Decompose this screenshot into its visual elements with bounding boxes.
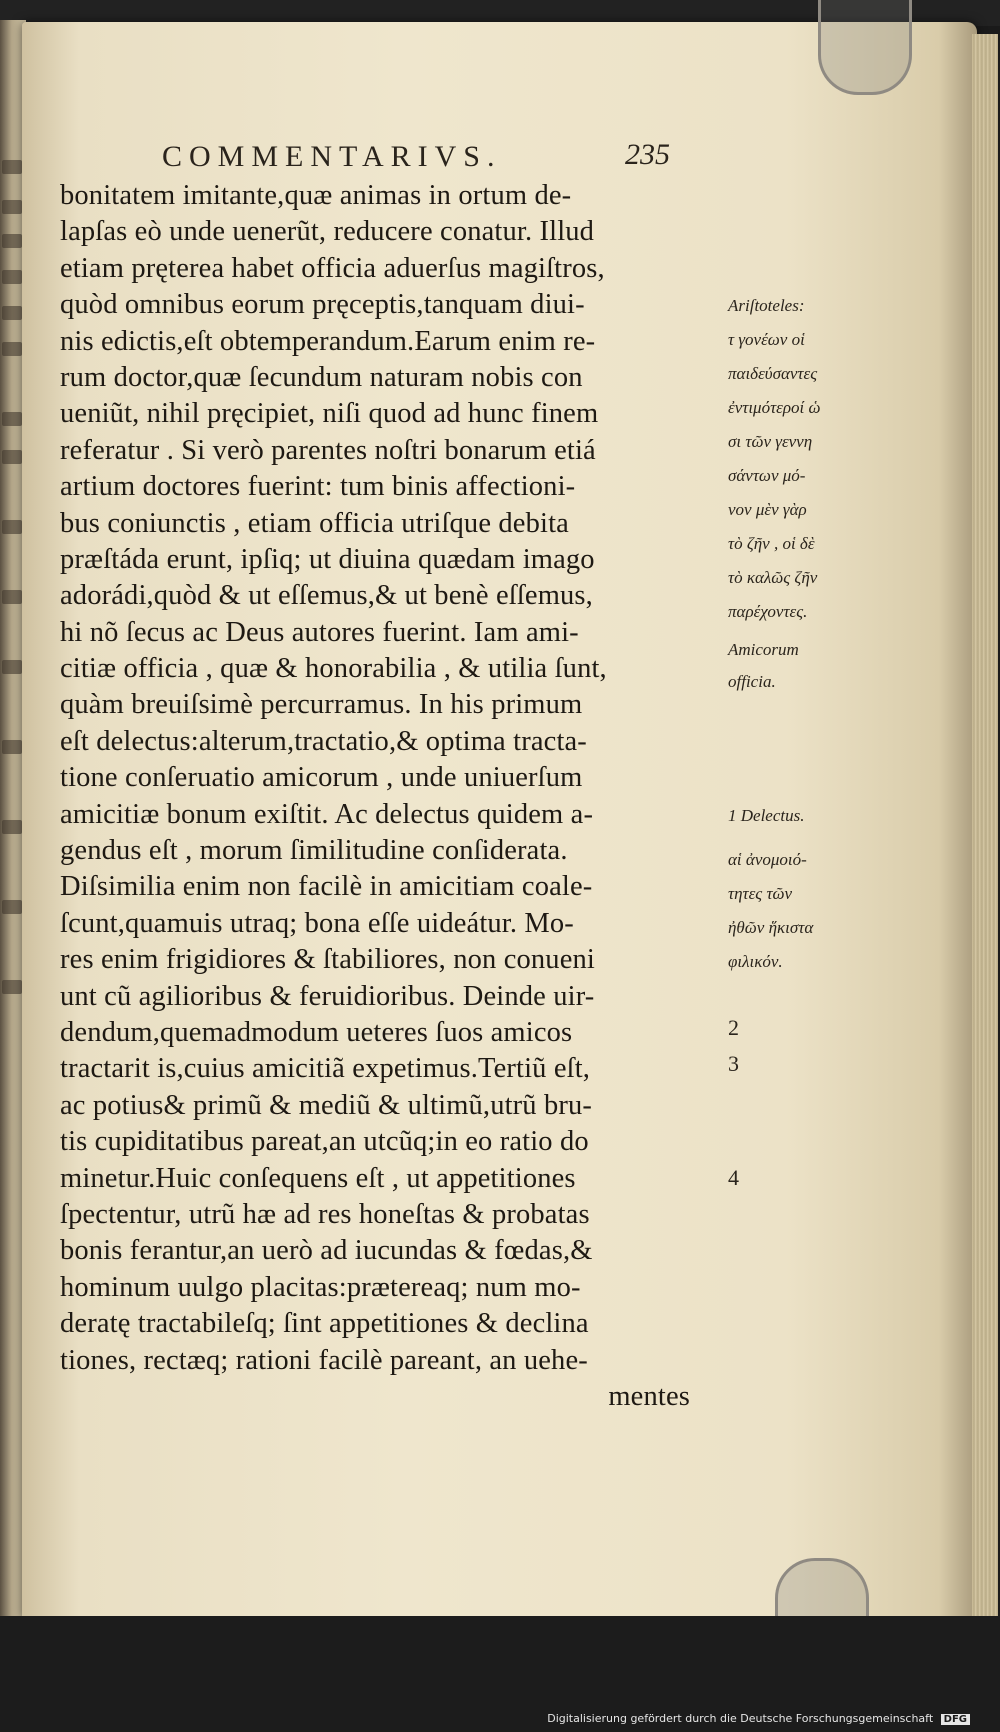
text-line: gendus eſt , morum ſimilitudine conſiderata. (60, 835, 568, 867)
margin-note: παιδεύσαντες (728, 364, 818, 383)
facing-page-text-fragment (2, 900, 22, 914)
text-line: tiones, rectæq; rationi facilè pareant, an uehe- (60, 1344, 588, 1376)
text-line: ac potius& primũ & mediũ & ultimũ,utrũ bru- (60, 1089, 593, 1121)
text-line: referatur . Si verò parentes noſtri bonarum etiá (60, 434, 596, 466)
text-line: tione conſeruatio amicorum , unde uniuerſum (60, 762, 583, 794)
facing-page-text-fragment (2, 234, 22, 248)
facing-page-text-fragment (2, 520, 22, 534)
facing-page-text-fragment (2, 270, 22, 284)
credit-text: Digitalisierung gefördert durch die Deutsche Forschungsgemeinschaft (547, 1712, 934, 1725)
margin-note: τὸ ζῆν , οἱ δὲ (728, 534, 815, 553)
text-line: unt cũ agilioribus & feruidioribus. Deinde uir- (60, 980, 595, 1012)
text-line: Diſsimilia enim non facilè in amicitiam coale- (60, 871, 593, 903)
facing-page-text-fragment (2, 590, 22, 604)
page-fore-edge (972, 34, 998, 1620)
margin-note: σάντων μό- (728, 466, 806, 485)
facing-page-text-fragment (2, 342, 22, 356)
margin-note: τὸ καλῶς ζῆν (728, 568, 818, 587)
text-line: tis cupiditatibus pareat,an utcũq;in eo ratio do (60, 1126, 589, 1158)
text-line: quòd omnibus eorum pręceptis,tanquam diui- (60, 289, 585, 321)
margin-note: ἠθῶν ἥκιστα (728, 918, 814, 937)
facing-page-text-fragment (2, 980, 22, 994)
text-line: ſcunt,quamuis utraq; bona eſſe uideátur. Mo- (60, 907, 574, 939)
margin-note-number: 4 (728, 1165, 739, 1190)
catchword: mentes (608, 1380, 690, 1412)
digitization-credit (547, 1712, 970, 1725)
facing-page-text-fragment (2, 740, 22, 754)
text-line: tractarit is,cuius amicitiã expetimus.Tertiũ eſt, (60, 1053, 591, 1085)
facing-page-text-fragment (2, 160, 22, 174)
margin-note: τ γονέων οἱ (728, 330, 805, 349)
text-line: deratę tractabileſq; ſint appetitiones & declina (60, 1308, 589, 1340)
margin-note: σι τῶν γεννη (728, 432, 813, 451)
text-line: minetur.Huic conſequens eſt , ut appetitiones (60, 1162, 576, 1194)
text-line: rum doctor,quæ ſecundum naturam nobis con (60, 361, 583, 393)
text-line: lapſas eò unde uenerũt, reducere conatur. Illud (60, 216, 595, 248)
text-line: bus coniunctis , etiam officia utriſque debita (60, 507, 569, 539)
page-number: 235 (625, 138, 670, 171)
facing-page-text-fragment (2, 660, 22, 674)
margin-note: ἐντιμότεροί ὡ (728, 398, 821, 417)
text-line: præſtáda erunt, ipſiq; ut diuina quædam imago (60, 543, 595, 575)
text-line: ſpectentur, utrũ hæ ad res honeſtas & probatas (60, 1198, 590, 1230)
margin-note: νον μὲν γὰρ (728, 500, 807, 519)
text-line: artium doctores fuerint: tum binis affectioni- (60, 471, 576, 503)
dfg-logo: DFG (941, 1714, 970, 1725)
text-line: hominum uulgo placitas:prætereaq; num mo- (60, 1271, 581, 1303)
text-line: amicitiæ bonum exiſtit. Ac delectus quidem a- (60, 798, 594, 830)
text-line: bonis ferantur,an uerò ad iucundas & fœdas,& (60, 1235, 593, 1267)
body-text (60, 178, 821, 1415)
margin-note-number: 3 (728, 1051, 739, 1076)
text-line: ueniũt, nihil pręcipiet, niſi quod ad hunc finem (60, 398, 599, 430)
text-line: res enim frigidiores & ſtabiliores, non conueni (60, 944, 595, 976)
margin-note: τητες τῶν (728, 884, 793, 903)
facing-page-text-fragment (2, 200, 22, 214)
margin-note: φιλικόν. (728, 952, 783, 971)
book-page (22, 22, 977, 1620)
facing-page-text-fragment (2, 450, 22, 464)
margin-note-number: 2 (728, 1015, 739, 1040)
running-head: COMMENTARIVS. (162, 140, 502, 173)
text-line: eſt delectus:alterum,tractatio,& optima tracta- (60, 725, 587, 757)
text-line: quàm breuiſsimè percurramus. In his primum (60, 689, 583, 721)
facing-page-text-fragment (2, 412, 22, 426)
text-line: hi nõ ſecus ac Deus autores fuerint. Iam ami- (60, 616, 579, 648)
facing-page-text-fragment (2, 306, 22, 320)
margin-note: παρέχοντες. (728, 602, 808, 621)
text-line: etiam pręterea habet officia aduerſus magiſtros, (60, 252, 605, 284)
margin-note: Ariſtoteles: (728, 296, 805, 315)
text-line: bonitatem imitante,quæ animas in ortum de- (60, 180, 572, 211)
text-line: adorádi,quòd & ut eſſemus,& ut benè eſſemus, (60, 580, 593, 612)
text-line: nis edictis,eſt obtemperandum.Earum enim re- (60, 325, 596, 357)
text-line: citiæ officia , quæ & honorabilia , & utilia ſunt, (60, 653, 607, 685)
margin-note: officia. (728, 672, 776, 691)
facing-page-text-fragment (2, 820, 22, 834)
margin-note: Amicorum (728, 640, 799, 659)
top-clip (818, 0, 912, 95)
margin-note: 1 Delectus. (728, 806, 805, 825)
margin-note: αἱ ἀνομοιό- (728, 850, 807, 869)
text-line: dendum,quemadmodum ueteres ſuos amicos (60, 1016, 573, 1048)
